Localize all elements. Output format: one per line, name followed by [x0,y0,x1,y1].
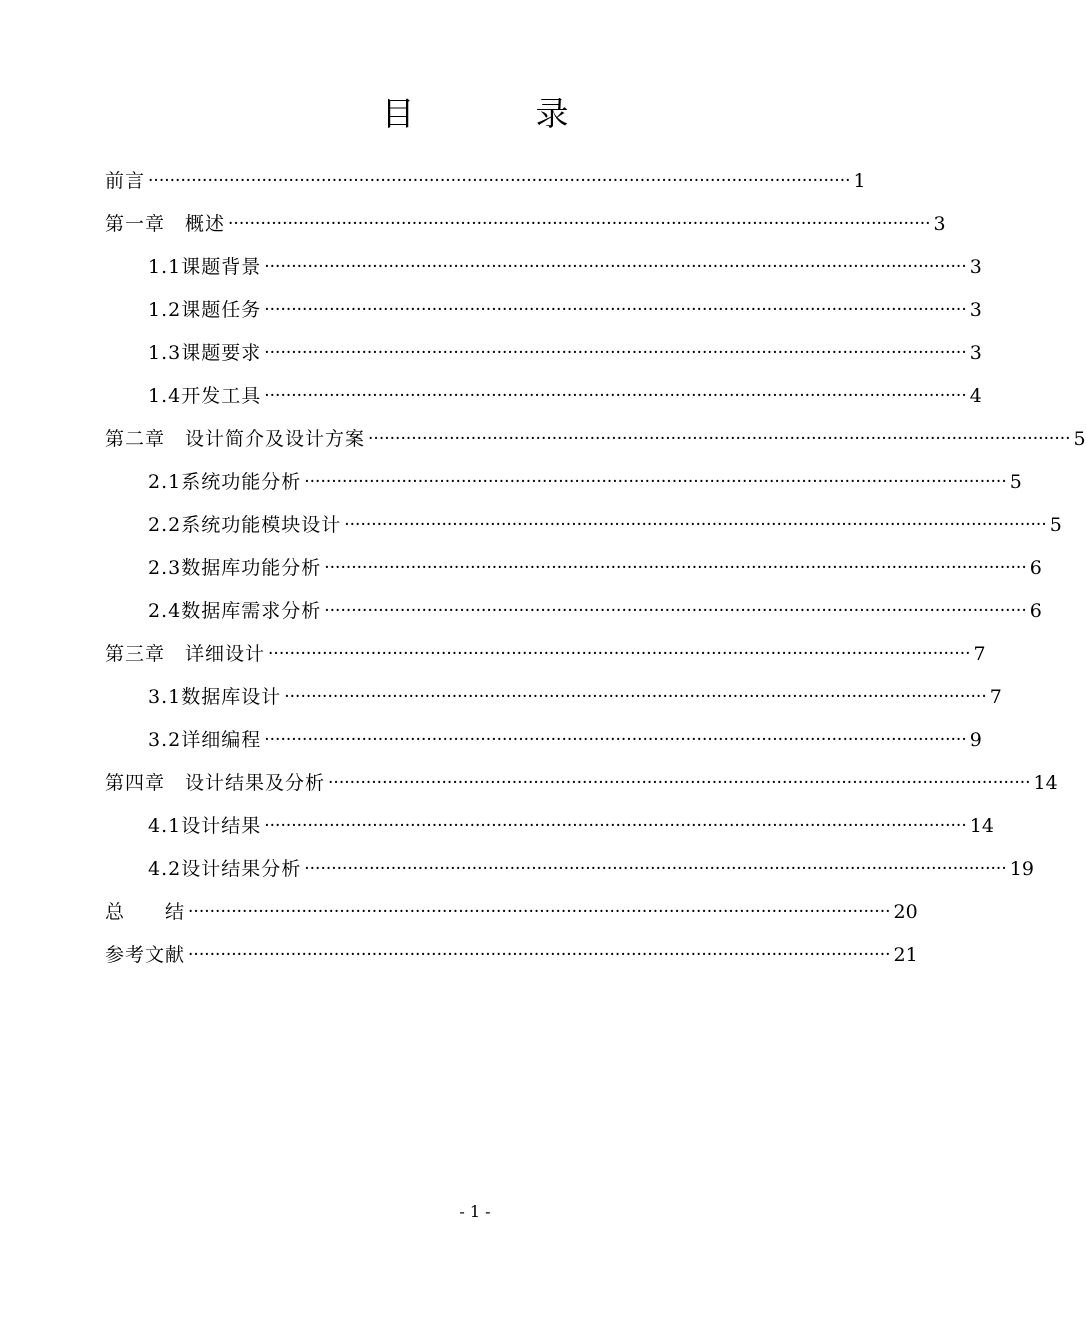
toc-entry-label: 设计结果分析 [181,858,302,880]
toc-entry-label: 概述 [185,213,226,235]
toc-dot-leader: ·································································································································· [264,386,967,406]
toc-entry[interactable] [105,160,866,203]
toc-entry-label: 设计结果及分析 [185,772,326,794]
toc-entry-label: 数据库设计 [181,686,282,708]
toc-entry-label: 详细编程 [181,729,262,751]
toc-entry[interactable] [105,848,1034,891]
toc-entry-label: 总 结 [105,901,186,923]
toc-entry-label: 详细设计 [185,643,266,665]
toc-entry-chapter: 第一章 [105,213,166,235]
toc-entry-page: 5 [1073,428,1086,450]
toc-entry-number: 4.2 [148,858,182,880]
toc-entry-page: 3 [969,342,982,364]
toc-entry[interactable] [105,461,1022,504]
toc-entry-page: 1 [853,170,866,192]
toc-entry-number: 2.4 [148,600,182,622]
toc-dot-leader: ·································································································································· [268,644,971,664]
toc-entry-page: 21 [893,944,918,966]
toc-entry[interactable] [105,375,982,418]
toc-entry[interactable] [105,418,1086,461]
toc-entry-number: 3.2 [148,729,182,751]
toc-dot-leader: ·································································································································· [328,773,1031,793]
toc-dot-leader: ·································································································································· [344,515,1047,535]
toc-entry-page: 9 [969,729,982,751]
toc-entry-label: 系统功能模块设计 [181,514,342,536]
toc-entry[interactable] [105,547,1042,590]
toc-entry-page: 6 [1029,557,1042,579]
toc-entry-chapter: 第三章 [105,643,166,665]
toc-entry-label: 数据库需求分析 [181,600,322,622]
toc-entry-label: 设计结果 [181,815,262,837]
toc-entry-label: 参考文献 [105,944,186,966]
toc-dot-leader: ·································································································································· [148,171,851,191]
page-title: 目 录 [381,94,613,133]
toc-entry-page: 3 [933,213,946,235]
toc-entry-page: 14 [1033,772,1058,794]
toc-entry[interactable] [105,633,986,676]
toc-entry-label: 数据库功能分析 [181,557,322,579]
toc-entry[interactable] [105,891,918,934]
toc-dot-leader: ·································································································································· [188,902,891,922]
toc-entry-page: 5 [1009,471,1022,493]
toc-dot-leader: ·································································································································· [264,816,967,836]
toc-entry-page: 14 [969,815,994,837]
toc-dot-leader: ·································································································································· [324,601,1027,621]
toc-entry-number: 2.2 [148,514,182,536]
toc-dot-leader: ·································································································································· [188,945,891,965]
page-number-footer: - 1 - [459,1202,491,1221]
toc-entry-page: 19 [1009,858,1034,880]
toc-dot-leader: ·································································································································· [264,730,967,750]
toc-entry-page: 5 [1049,514,1062,536]
toc-entry-label: 开发工具 [181,385,262,407]
toc-entry-label: 前言 [105,170,146,192]
toc-entry[interactable] [105,289,982,332]
table-of-contents [105,160,1086,977]
toc-entry-number: 4.1 [148,815,182,837]
toc-entry-label: 课题要求 [181,342,262,364]
toc-entry[interactable] [105,590,1042,633]
toc-entry[interactable] [105,762,1058,805]
toc-entry-label: 系统功能分析 [181,471,302,493]
toc-entry-number: 3.1 [148,686,182,708]
toc-entry-page: 6 [1029,600,1042,622]
toc-entry-page: 7 [989,686,1002,708]
toc-entry[interactable] [105,676,1002,719]
toc-entry-number: 1.2 [148,299,182,321]
toc-dot-leader: ·································································································································· [264,257,967,277]
toc-entry[interactable] [105,246,982,289]
toc-entry-label: 课题任务 [181,299,262,321]
toc-entry[interactable] [105,719,982,762]
toc-entry-chapter: 第四章 [105,772,166,794]
toc-entry-number: 2.1 [148,471,182,493]
toc-entry-page: 3 [969,256,982,278]
toc-dot-leader: ·································································································································· [304,472,1007,492]
toc-entry-number: 1.1 [148,256,182,278]
toc-entry-number: 1.4 [148,385,182,407]
toc-entry-page: 7 [973,643,986,665]
toc-entry-label: 设计简介及设计方案 [185,428,366,450]
toc-dot-leader: ·································································································································· [368,429,1071,449]
toc-entry[interactable] [105,504,1062,547]
toc-dot-leader: ·································································································································· [284,687,987,707]
toc-entry-number: 1.3 [148,342,182,364]
toc-dot-leader: ·································································································································· [304,859,1007,879]
toc-entry[interactable] [105,203,946,246]
toc-entry-page: 3 [969,299,982,321]
toc-entry-chapter: 第二章 [105,428,166,450]
toc-entry-number: 2.3 [148,557,182,579]
toc-entry[interactable] [105,332,982,375]
toc-entry-page: 4 [969,385,982,407]
toc-dot-leader: ·································································································································· [324,558,1027,578]
toc-entry-label: 课题背景 [181,256,262,278]
toc-entry[interactable] [105,934,918,977]
toc-dot-leader: ·································································································································· [228,214,931,234]
toc-entry[interactable] [105,805,994,848]
toc-dot-leader: ·································································································································· [264,343,967,363]
toc-entry-page: 20 [893,901,918,923]
toc-dot-leader: ·································································································································· [264,300,967,320]
